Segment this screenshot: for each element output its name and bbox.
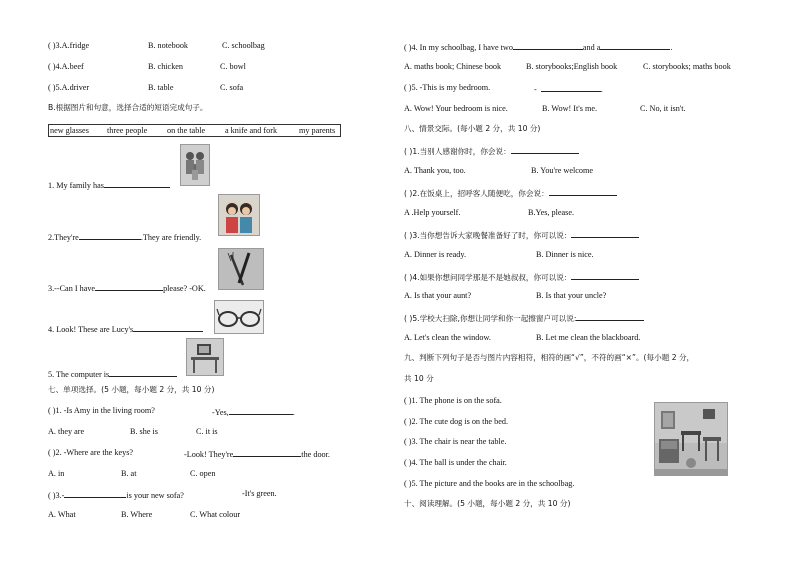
situation-2 <box>404 188 617 198</box>
answer-blank[interactable] <box>229 407 293 415</box>
option-c: C. storybooks; maths book <box>643 62 731 71</box>
option-a: A. Let's clean the window. <box>404 333 491 342</box>
option-b: B. Dinner is nice. <box>536 250 594 259</box>
question-text[interactable]: ( )1.当别人感谢你时，你会说： <box>404 147 511 156</box>
answer-paren[interactable]: ( )5. <box>48 83 62 92</box>
question-text[interactable]: ( )5.学校大扫除,你想让同学和你一起擦窗户可以说: <box>404 314 577 323</box>
option-b: B. Where <box>121 510 153 519</box>
response-text: -Yes, <box>212 408 229 417</box>
sentence-text: 5. The computer is <box>48 370 110 379</box>
question-text[interactable]: ( )4. In my schoolbag, I have two <box>404 43 513 52</box>
bedroom-picture <box>654 402 728 476</box>
response-text: . <box>600 85 603 94</box>
answer-paren[interactable]: ( )4. <box>48 62 62 71</box>
answer-paren[interactable]: ( )3. <box>48 41 62 50</box>
answer-blank[interactable] <box>600 42 673 52</box>
mc-question-5 <box>404 84 490 92</box>
mc-question-5-response <box>534 84 603 94</box>
judge-item-4[interactable]: ( )4. The ball is under the chair. <box>404 458 507 467</box>
mc-question-1 <box>48 407 155 415</box>
sentence-1 <box>48 180 170 190</box>
sentence-text: 2.They're <box>48 233 79 242</box>
situation-4 <box>404 272 639 282</box>
mc-question-2 <box>48 449 133 457</box>
option-b: B. she is <box>130 427 158 436</box>
option-b: B. Wow! It's me. <box>542 104 598 113</box>
sentence-text: please? -OK. <box>163 284 206 293</box>
judge-item-1[interactable]: ( )1. The phone is on the sofa. <box>404 396 502 405</box>
option-a: A.beef <box>61 62 84 71</box>
answer-blank[interactable] <box>95 283 163 291</box>
option-a: A. they are <box>48 427 85 436</box>
option-b: B. You're welcome <box>531 166 593 175</box>
section-8-heading: 八、情景交际。(每小题 2 分，共 10 分) <box>404 124 541 133</box>
answer-blank[interactable] <box>513 42 583 50</box>
question-text: is your new sofa? <box>126 491 184 500</box>
phrase-item: on the table <box>167 126 206 135</box>
glasses-picture <box>214 300 264 334</box>
section-7-heading: 七、单项选择。(5 小题，每小题 2 分，共 10 分) <box>48 385 215 394</box>
section-b-heading: B.根据图片和句意，选择合适的短语完成句子。 <box>48 103 208 112</box>
question-3 <box>48 42 89 50</box>
option-b: B. storybooks;English book <box>526 62 618 71</box>
response-text: - <box>534 85 537 94</box>
section-10-heading: 十、阅读理解。(5 小题，每小题 2 分，共 10 分) <box>404 499 571 508</box>
family-picture <box>180 144 210 186</box>
option-a: A. Thank you, too. <box>404 166 466 175</box>
option-b: B.Yes, please. <box>528 208 575 217</box>
option-c: C. it is <box>196 427 218 436</box>
answer-blank[interactable] <box>109 369 177 377</box>
phrase-box <box>48 124 341 137</box>
answer-blank[interactable] <box>571 230 639 238</box>
option-c: C. sofa <box>220 83 244 92</box>
option-a: A. Is that your aunt? <box>404 291 472 300</box>
sentence-text: .They are friendly. <box>140 233 202 242</box>
question-text[interactable]: ( )3.当你想告诉大家晚餐准备好了时，你可以说： <box>404 231 572 240</box>
judge-item-5[interactable]: ( )5. The picture and the books are in the schoolbag. <box>404 479 575 488</box>
option-a: A. in <box>48 469 65 478</box>
judge-item-2[interactable]: ( )2. The cute dog is on the bed. <box>404 417 508 426</box>
answer-blank[interactable] <box>511 146 579 154</box>
question-text[interactable]: ( )4.如果你想问同学那是不是她叔叔，你可以说： <box>404 273 572 282</box>
situation-1 <box>404 146 579 156</box>
question-text[interactable]: ( )3.- <box>48 491 65 500</box>
answer-blank[interactable] <box>233 449 301 457</box>
option-b: B. Let me clean the blackboard. <box>536 333 641 342</box>
mc-question-1-response <box>212 407 295 417</box>
option-c: C. What colour <box>190 510 241 519</box>
response-text: . <box>292 408 295 417</box>
answer-blank[interactable] <box>79 232 141 240</box>
answer-blank[interactable] <box>133 324 203 332</box>
option-b: B. chicken <box>148 62 184 71</box>
sentence-text: 3.--Can I have <box>48 284 96 293</box>
question-4 <box>48 63 84 71</box>
question-text: . <box>670 43 673 52</box>
question-text: and a <box>582 43 601 52</box>
phrase-item: three people <box>107 126 148 135</box>
sentence-text: 4. Look! These are Lucy's <box>48 325 134 334</box>
mc-question-3 <box>48 490 184 500</box>
computer-picture <box>186 338 224 376</box>
question-5 <box>48 84 89 92</box>
option-a: A. maths book; Chinese book <box>404 62 502 71</box>
response-text: the door. <box>301 450 330 459</box>
phrase-item: a knife and fork <box>225 126 278 135</box>
sentence-2 <box>48 232 201 242</box>
option-a: A. What <box>48 510 76 519</box>
phrase-item: new glasses <box>50 126 89 135</box>
friends-picture <box>218 194 260 236</box>
option-b: B. at <box>121 469 137 478</box>
section-9-heading: 九、判断下列句子是否与图片内容相符，相符的画“√”，不符的画“×”。(每小题 2 分， <box>404 353 695 362</box>
option-c: C. schoolbag <box>222 41 265 50</box>
option-c: C. No, it isn't. <box>640 104 686 113</box>
option-b: B. notebook <box>148 41 189 50</box>
question-text[interactable]: ( )5. -This is my bedroom. <box>404 83 491 92</box>
situation-5 <box>404 313 644 323</box>
option-a: A. Dinner is ready. <box>404 250 466 259</box>
judge-item-3[interactable]: ( )3. The chair is near the table. <box>404 437 507 446</box>
question-text[interactable]: ( )2.在饭桌上，招呼客人随便吃，你会说： <box>404 189 549 198</box>
sentence-5 <box>48 369 177 379</box>
answer-blank[interactable] <box>576 313 644 321</box>
answer-blank[interactable] <box>104 180 170 188</box>
answer-blank[interactable] <box>549 188 617 196</box>
situation-3 <box>404 230 639 240</box>
answer-blank[interactable] <box>541 84 601 92</box>
option-b: B. Is that your uncle? <box>536 291 607 300</box>
option-a: A. Wow! Your bedroom is nice. <box>404 104 508 113</box>
response-text: -It's green. <box>242 489 277 498</box>
option-a: A.fridge <box>61 41 90 50</box>
answer-blank[interactable] <box>571 272 639 280</box>
question-text[interactable]: ( )1. -Is Amy in the living room? <box>48 406 155 415</box>
knife-fork-picture <box>218 248 264 290</box>
response-text: -Look! They're <box>184 450 234 459</box>
option-c: C. bowl <box>220 62 246 71</box>
option-c: C. open <box>190 469 216 478</box>
mc-question-4 <box>404 42 672 52</box>
option-b: B. table <box>148 83 174 92</box>
sentence-3 <box>48 283 206 293</box>
question-text[interactable]: ( )2. -Where are the keys? <box>48 448 134 457</box>
answer-blank[interactable] <box>64 490 126 498</box>
option-a: A .Help yourself. <box>404 208 461 217</box>
phrase-item: my parents <box>299 126 336 135</box>
mc-question-2-response <box>184 449 330 459</box>
sentence-text: 1. My family has <box>48 181 104 190</box>
section-9-heading-cont: 共 10 分 <box>404 374 434 383</box>
sentence-4 <box>48 324 203 334</box>
option-a: A.driver <box>61 83 90 92</box>
